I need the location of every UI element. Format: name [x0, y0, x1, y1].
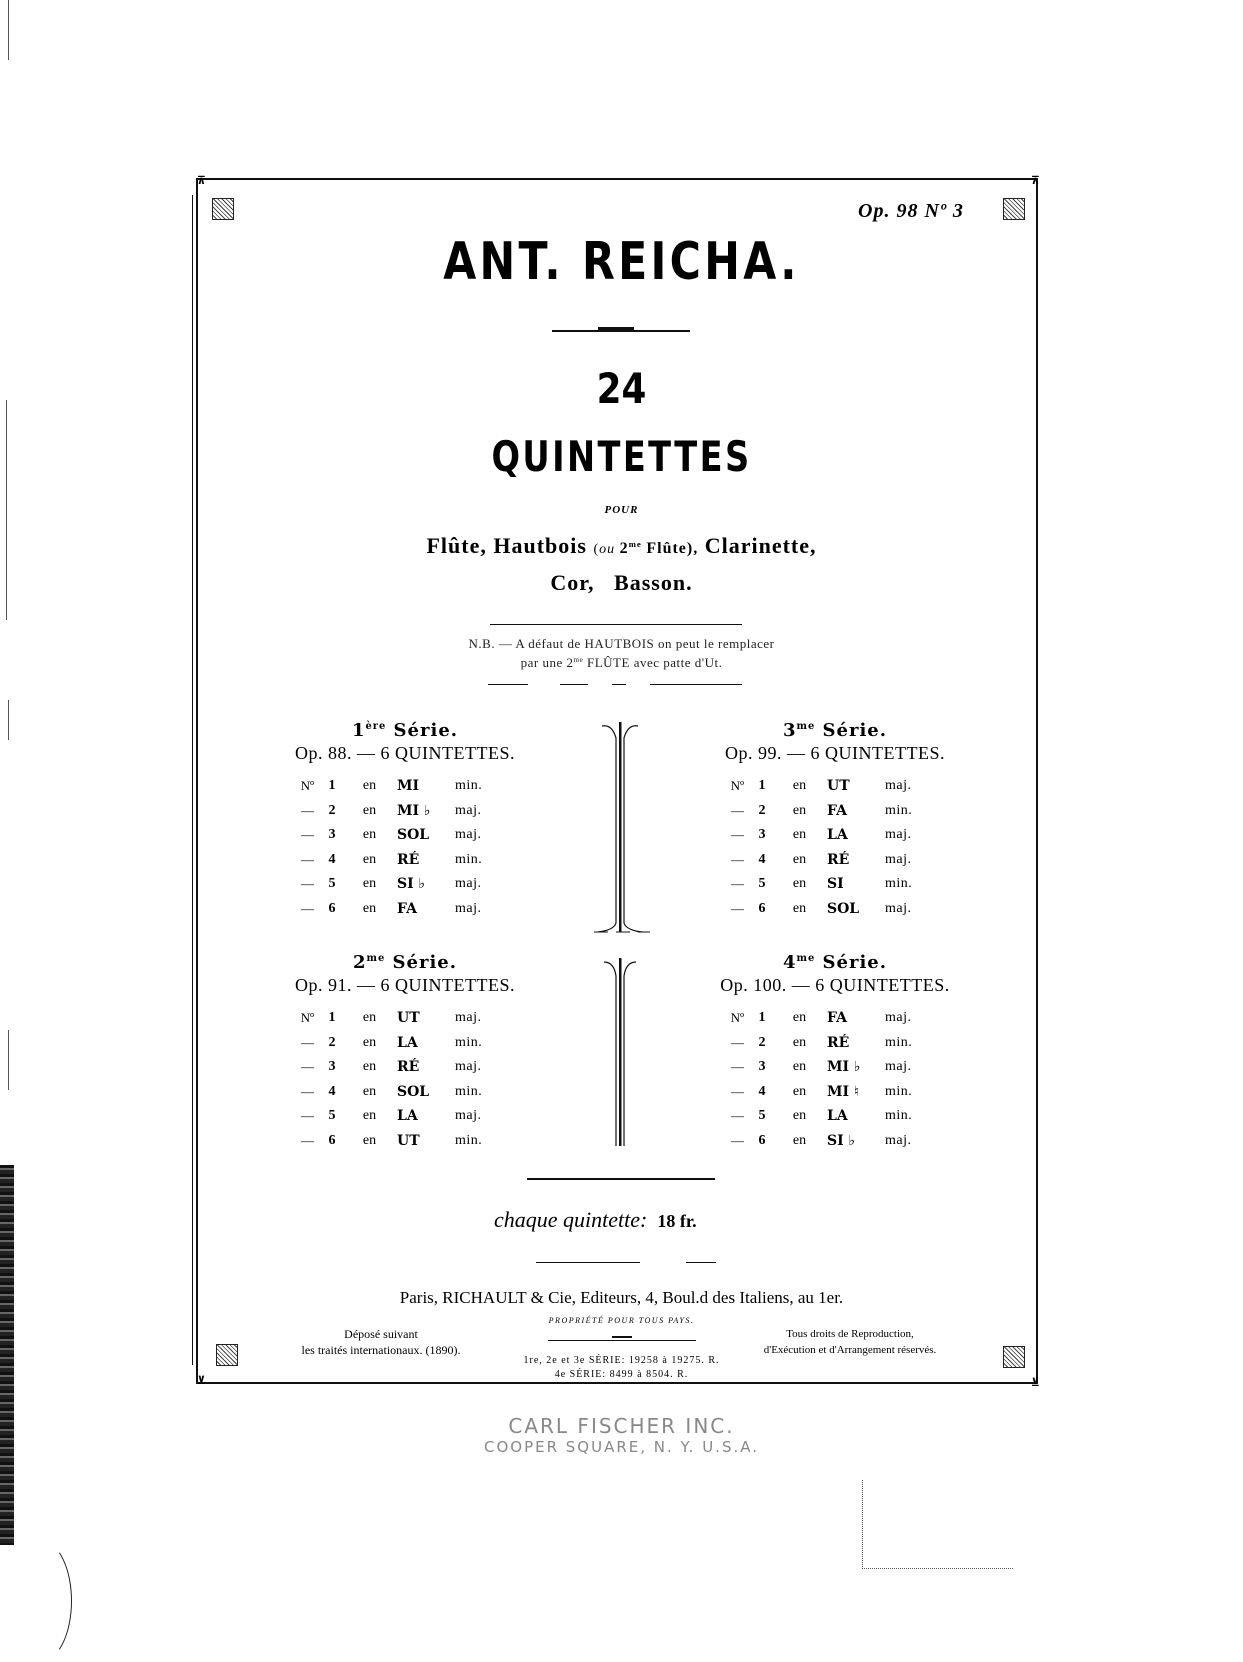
quintet-row — [270, 897, 540, 922]
q-mode: maj. — [885, 778, 912, 794]
clarinette-word: Clarinette, — [704, 533, 817, 558]
dealer-stamp-line-1: CARL FISCHER INC. — [508, 1414, 735, 1438]
quintet-row — [700, 1104, 970, 1129]
footer-rule — [548, 1340, 696, 1341]
quintet-list — [700, 774, 970, 921]
column-ornament-icon — [590, 956, 650, 1156]
q-key: MI — [397, 778, 420, 795]
series-number: 1 — [351, 720, 366, 741]
q-en: en — [792, 1132, 807, 1148]
q-prefix: — — [731, 802, 744, 818]
series-number: 4 — [782, 952, 797, 973]
q-key: UT — [827, 778, 850, 795]
quintet-row — [270, 1104, 540, 1129]
work-title: QUINTETTES — [491, 432, 752, 481]
q-prefix: — — [731, 851, 744, 867]
q-prefix: — — [301, 1059, 314, 1075]
q-prefix: — — [301, 802, 314, 818]
q-prefix: — — [731, 1034, 744, 1050]
series-number: 3 — [782, 720, 797, 741]
q-key: SI ♭ — [397, 876, 426, 893]
q-number: 2 — [758, 802, 766, 818]
q-prefix: — — [731, 1059, 744, 1075]
rights-line-1: Tous droits de Reproduction, — [786, 1328, 914, 1340]
q-number: 3 — [758, 1059, 766, 1075]
series-title — [700, 952, 970, 973]
quintet-row — [270, 799, 540, 824]
price-bottom-rule — [536, 1262, 640, 1263]
quintet-row — [270, 1006, 540, 1031]
note-bottom-rule — [650, 684, 742, 685]
q-prefix: — — [301, 876, 314, 892]
q-mode: maj. — [455, 900, 482, 916]
q-number: 5 — [758, 1108, 766, 1124]
scan-mark — [8, 0, 9, 60]
q-mode: maj. — [885, 900, 912, 916]
q-mode: maj. — [885, 827, 912, 843]
q-prefix: Nº — [730, 778, 744, 794]
q-key: SOL — [397, 827, 430, 844]
q-mode: min. — [455, 1132, 483, 1148]
q-prefix: — — [731, 900, 744, 916]
deposit-line-1: Déposé suivant — [344, 1327, 418, 1341]
q-en: en — [792, 1034, 807, 1050]
corner-glyph-icon: ⊼ — [1031, 174, 1040, 187]
property-notice: PROPRIÉTÉ POUR TOUS PAYS. — [548, 1316, 695, 1325]
q-key: UT — [397, 1010, 420, 1027]
q-mode: maj. — [885, 1059, 912, 1075]
q-number: 4 — [328, 851, 336, 867]
q-number: 6 — [758, 1132, 766, 1148]
series-word: Série. — [392, 952, 458, 973]
q-en: en — [362, 1132, 377, 1148]
q-en: en — [792, 778, 807, 794]
q-number: 1 — [758, 1010, 766, 1026]
q-prefix: — — [731, 876, 744, 892]
series-opus: Op. 91. — 6 QUINTETTES. — [295, 975, 515, 995]
paren: ( — [593, 542, 600, 557]
quintet-row — [700, 1129, 970, 1154]
column-ornament-bottom — [590, 956, 650, 1156]
q-en: en — [362, 876, 377, 892]
q-key: LA — [827, 1108, 848, 1125]
library-stamp-icon — [862, 1480, 1013, 1569]
quintet-row — [270, 1055, 540, 1080]
series-2 — [270, 952, 540, 1153]
q-key: LA — [397, 1034, 418, 1051]
pour-label: POUR — [604, 504, 639, 516]
quintet-row — [700, 823, 970, 848]
q-en: en — [362, 1010, 377, 1026]
q-mode: min. — [455, 1083, 483, 1099]
quintet-row — [700, 848, 970, 873]
q-prefix: — — [301, 1034, 314, 1050]
q-prefix: — — [301, 851, 314, 867]
price-label: chaque quintette: — [494, 1207, 648, 1232]
q-prefix: Nº — [300, 778, 314, 794]
q-prefix: Nº — [730, 1010, 744, 1026]
q-mode: maj. — [455, 802, 482, 818]
q-key: SI ♭ — [827, 1132, 856, 1149]
q-en: en — [362, 1059, 377, 1075]
quintet-row — [270, 1031, 540, 1056]
q-en: en — [362, 1083, 377, 1099]
q-number: 5 — [758, 876, 766, 892]
deposit-line-2: les traités internationaux. (1890). — [301, 1343, 461, 1357]
series-word: Série. — [822, 720, 888, 741]
note-bottom-rule — [560, 684, 588, 685]
q-key: RÉ — [397, 1059, 420, 1076]
column-ornament-top — [590, 718, 650, 938]
q-prefix: Nº — [300, 1010, 314, 1026]
quintet-list — [700, 1006, 970, 1153]
quintet-row — [270, 823, 540, 848]
q-number: 3 — [758, 827, 766, 843]
q-prefix: — — [301, 1108, 314, 1124]
q-number: 2 — [758, 1034, 766, 1050]
q-mode: min. — [455, 778, 483, 794]
quintet-row — [700, 1080, 970, 1105]
q-prefix: — — [731, 827, 744, 843]
title-divider-ornament — [598, 327, 634, 330]
q-mode: maj. — [455, 827, 482, 843]
flute-word: Flûte), — [646, 540, 699, 557]
q-number: 3 — [328, 827, 336, 843]
series-word: Série. — [822, 952, 888, 973]
scan-arc — [10, 1540, 72, 1662]
second-sup: me — [628, 538, 642, 549]
q-en: en — [362, 1108, 377, 1124]
q-number: 2 — [328, 1034, 336, 1050]
quintet-row — [700, 1055, 970, 1080]
q-en: en — [362, 827, 377, 843]
opus-mark: Op. 98 Nº 3 — [858, 200, 964, 222]
rights-line-2: d'Exécution et d'Arrangement réservés. — [763, 1344, 937, 1356]
note-bottom-rule — [612, 684, 626, 685]
series-sup: me — [796, 953, 816, 965]
series-opus: Op. 88. — 6 QUINTETTES. — [295, 743, 515, 763]
quintet-row — [270, 872, 540, 897]
q-en: en — [792, 876, 807, 892]
note-text: par une 2 — [520, 655, 574, 670]
q-key: LA — [397, 1108, 418, 1125]
q-number: 6 — [328, 900, 336, 916]
price-line — [494, 1207, 697, 1233]
q-key: MI ♭ — [397, 802, 431, 819]
q-key: FA — [827, 1010, 847, 1027]
corner-glyph-icon: ⊼ — [197, 174, 206, 187]
quintet-count: 24 — [596, 364, 647, 413]
q-key: FA — [397, 900, 417, 917]
q-prefix: — — [301, 1083, 314, 1099]
q-number: 5 — [328, 876, 336, 892]
quintet-row — [270, 774, 540, 799]
q-mode: min. — [455, 1034, 483, 1050]
q-mode: min. — [885, 1108, 913, 1124]
note-top-rule — [490, 624, 742, 625]
series-1 — [270, 720, 540, 921]
q-en: en — [792, 1108, 807, 1124]
q-mode: min. — [885, 802, 913, 818]
q-mode: min. — [885, 1083, 913, 1099]
note-line-1: N.B. — A défaut de HAUTBOIS on peut le remplacer — [468, 636, 775, 651]
q-mode: maj. — [885, 1132, 912, 1148]
plate-line-2: 4e SÉRIE: 8499 à 8504. R. — [554, 1369, 689, 1380]
instrumentation-line-2: Cor, Basson. — [550, 570, 693, 595]
quintet-list — [270, 774, 540, 921]
series-word: Série. — [393, 720, 459, 741]
q-prefix: — — [301, 900, 314, 916]
q-en: en — [362, 900, 377, 916]
ou-word: ou — [599, 542, 616, 557]
column-ornament-icon — [590, 718, 650, 938]
quintet-list — [270, 1006, 540, 1153]
dealer-stamp-line-2: COOPER SQUARE, N. Y. U.S.A. — [483, 1438, 760, 1456]
q-key: LA — [827, 827, 848, 844]
instrumentation-line-1 — [0, 533, 1243, 559]
corner-ornament-icon — [1003, 198, 1025, 220]
corner-glyph-icon: ⊻ — [1031, 1376, 1040, 1389]
instruments-alternative — [593, 538, 646, 557]
price-value: 18 fr. — [657, 1211, 697, 1231]
q-en: en — [362, 851, 377, 867]
q-number: 1 — [758, 778, 766, 794]
note-text: FLÛTE avec patte d'Ut. — [583, 655, 723, 670]
q-mode: min. — [885, 1034, 913, 1050]
q-en: en — [792, 1059, 807, 1075]
note-line-2 — [0, 655, 1243, 671]
series-3 — [700, 720, 970, 921]
price-bottom-rule — [686, 1262, 716, 1263]
q-key: RÉ — [397, 851, 420, 868]
note-sup: me — [573, 656, 584, 664]
series-title — [700, 720, 970, 741]
q-prefix: — — [301, 1132, 314, 1148]
q-key: SOL — [397, 1083, 430, 1100]
instruments-main: Flûte, Hautbois — [426, 533, 587, 558]
series-number: 2 — [352, 952, 367, 973]
q-mode: maj. — [885, 851, 912, 867]
series-opus: Op. 100. — 6 QUINTETTES. — [720, 975, 950, 995]
title-divider — [552, 330, 690, 332]
q-en: en — [362, 778, 377, 794]
composer-name: ANT. REICHA. — [443, 232, 800, 292]
q-mode: min. — [455, 851, 483, 867]
q-prefix: — — [731, 1083, 744, 1099]
q-en: en — [792, 802, 807, 818]
q-mode: maj. — [455, 1010, 482, 1026]
q-en: en — [792, 1083, 807, 1099]
q-prefix: — — [731, 1108, 744, 1124]
second-flute-num — [620, 540, 642, 557]
q-mode: maj. — [455, 1059, 482, 1075]
q-number: 6 — [758, 900, 766, 916]
quintet-row — [270, 848, 540, 873]
q-en: en — [792, 827, 807, 843]
q-key: RÉ — [827, 1034, 850, 1051]
q-mode: maj. — [455, 876, 482, 892]
series-sup: me — [796, 721, 816, 733]
corner-ornament-icon — [212, 198, 234, 220]
plate-numbers — [0, 1354, 1243, 1382]
q-number: 3 — [328, 1059, 336, 1075]
quintet-row — [270, 1080, 540, 1105]
quintet-row — [700, 1006, 970, 1031]
second-num: 2 — [619, 540, 629, 557]
q-en: en — [362, 1034, 377, 1050]
q-number: 1 — [328, 778, 336, 794]
note-bottom-rule — [488, 684, 528, 685]
quintet-row — [700, 1031, 970, 1056]
q-key: UT — [397, 1132, 420, 1149]
series-sup: ère — [365, 721, 387, 733]
corner-glyph-icon: ⊻ — [197, 1374, 206, 1387]
series-sup: me — [366, 953, 386, 965]
q-en: en — [792, 900, 807, 916]
q-key: RÉ — [827, 851, 850, 868]
quintet-row — [700, 897, 970, 922]
q-mode: maj. — [455, 1108, 482, 1124]
series-4 — [700, 952, 970, 1153]
q-key: FA — [827, 802, 847, 819]
q-mode: min. — [885, 876, 913, 892]
q-mode: maj. — [885, 1010, 912, 1026]
q-number: 2 — [328, 802, 336, 818]
q-en: en — [362, 802, 377, 818]
q-prefix: — — [731, 1132, 744, 1148]
quintet-row — [700, 872, 970, 897]
q-key: MI ♭ — [827, 1059, 861, 1076]
q-key: SOL — [827, 900, 860, 917]
price-top-rule — [527, 1178, 715, 1180]
q-number: 5 — [328, 1108, 336, 1124]
q-number: 1 — [328, 1010, 336, 1026]
q-key: SI — [827, 876, 844, 893]
publisher-line: Paris, RICHAULT & Cie, Editeurs, 4, Boul.d des Italiens, au 1er. — [399, 1288, 844, 1307]
q-number: 4 — [328, 1083, 336, 1099]
scan-mark — [8, 1030, 9, 1090]
scan-mark — [8, 700, 9, 740]
quintet-row — [700, 799, 970, 824]
footer-rule-ornament — [612, 1336, 632, 1338]
q-number: 4 — [758, 851, 766, 867]
series-title — [270, 720, 540, 741]
q-key: MI ♮ — [827, 1083, 859, 1100]
q-number: 6 — [328, 1132, 336, 1148]
q-number: 4 — [758, 1083, 766, 1099]
series-title — [270, 952, 540, 973]
series-opus: Op. 99. — 6 QUINTETTES. — [725, 743, 945, 763]
q-prefix: — — [301, 827, 314, 843]
quintet-row — [700, 774, 970, 799]
quintet-row — [270, 1129, 540, 1154]
q-en: en — [792, 1010, 807, 1026]
plate-line-1: 1re, 2e et 3e SÉRIE: 19258 à 19275. R. — [523, 1355, 720, 1366]
q-en: en — [792, 851, 807, 867]
